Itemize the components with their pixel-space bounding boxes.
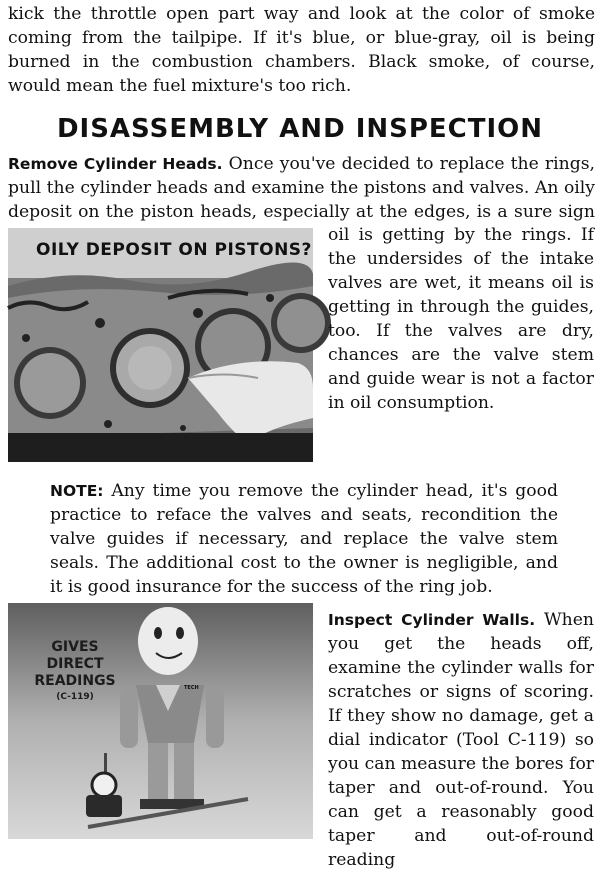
inspect-walls-paragraph xyxy=(328,608,594,872)
engine-block-illustration xyxy=(8,228,313,462)
note-label: NOTE: xyxy=(50,482,104,500)
tech-badge: TECH xyxy=(184,685,199,691)
section-heading: DISASSEMBLY AND INSPECTION xyxy=(56,114,544,144)
dial-indicator-photo xyxy=(8,603,313,839)
piston-photo xyxy=(8,228,313,462)
photo2-caption-line1: GIVES xyxy=(51,639,99,655)
note-paragraph xyxy=(50,479,558,599)
remove-heads-text: Once you've decided to replace the rings, pull the cylinder heads and examine the pistons and valves. An oily deposit on the piston heads, especially at the edges, is a sure sign xyxy=(8,154,595,222)
inspect-walls-text: When you get the heads off, examine the cylinder walls for scratches or signs of scoring. If they show no damage, get a dial indicator (Tool C-119) so you can measure the bores for taper and out-of-round. You can get a reasonably good taper and out-of-round reading xyxy=(328,610,595,870)
inspect-walls-runin: Inspect Cylinder Walls. xyxy=(328,611,536,629)
remove-heads-runin: Remove Cylinder Heads. xyxy=(8,155,223,173)
intro-paragraph: kick the throttle open part way and look at the color of smoke coming from the tailpipe. If it's blue, or blue-gray, oil is being burned in the combustion chambers. Black smoke, of course, would mean the fuel mixture's too rich. xyxy=(8,4,595,96)
photo1-caption: OILY DEPOSIT ON PISTONS? xyxy=(36,240,312,260)
photo2-caption xyxy=(18,639,132,704)
remove-heads-continued: oil is getting by the rings. If the undersides of the intake valves are wet, it means oil is getting in through the guides, too. If the valves are dry, chances are the valve stem and guide wear is not a factor in oil consumption. xyxy=(328,225,594,413)
note-text: Any time you remove the cylinder head, it's good practice to reface the valves and seats, recondition the valve guides if necessary, and replace the valve stem seals. The additional cost to the owner is negligible, and it is good insurance for the success of the ring job. xyxy=(50,481,558,597)
photo2-caption-line2: DIRECT READINGS xyxy=(34,656,116,689)
photo2-caption-line3: (C-119) xyxy=(56,692,94,702)
